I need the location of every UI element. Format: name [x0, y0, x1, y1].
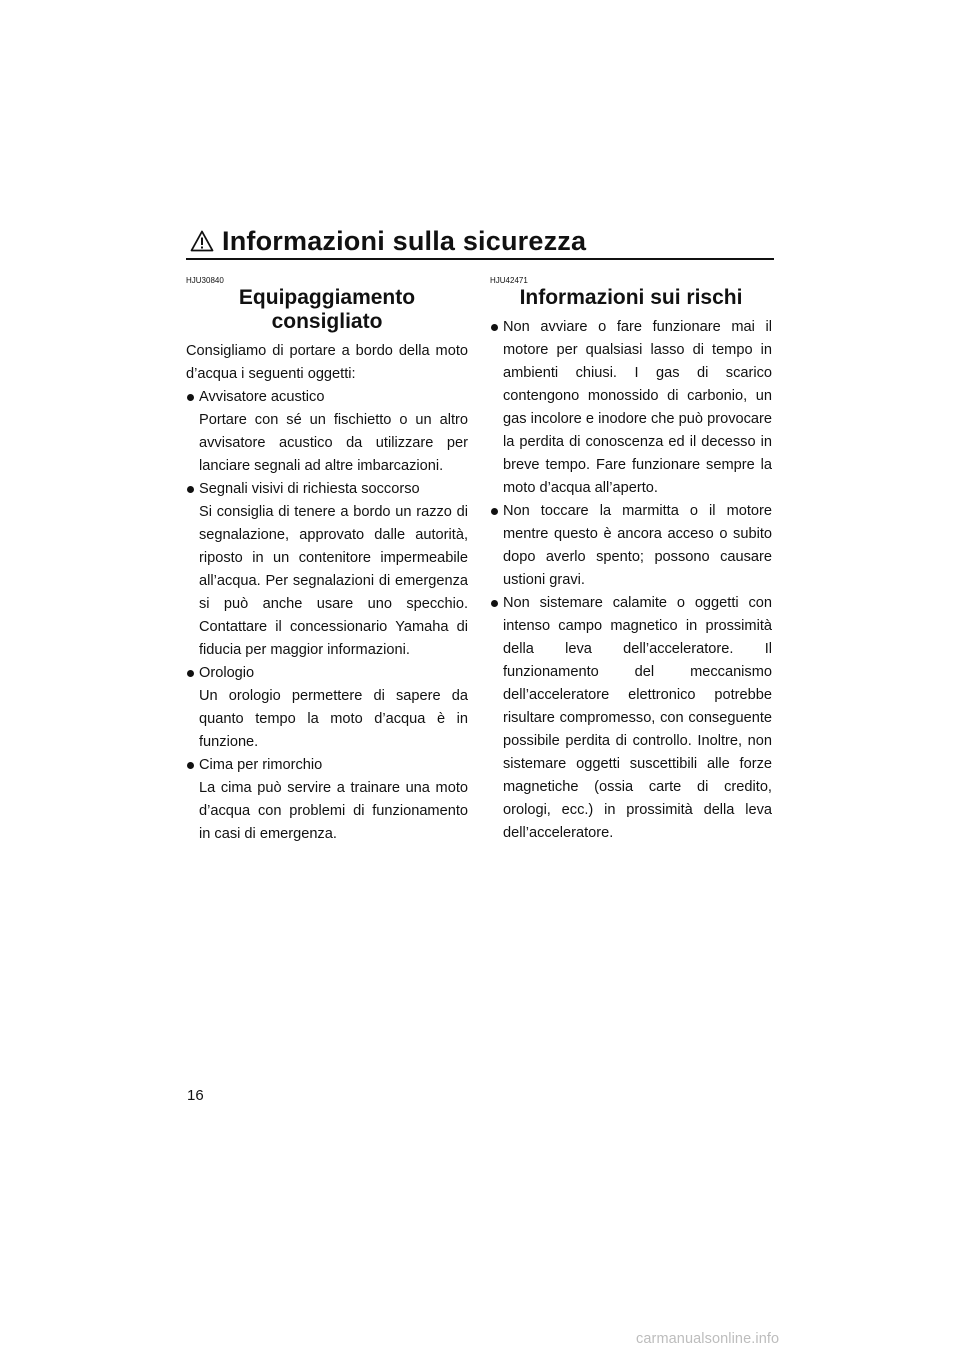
list-item: [186, 662, 468, 754]
item-title: Cima per rimorchio: [199, 757, 323, 773]
list-item: [186, 478, 468, 662]
item-title: Segnali visivi di richiesta soccorso: [199, 481, 420, 497]
list-item: Non sistemare calamite o oggetti con intenso campo magnetico in prossimità della leva dell’acceleratore. Il funzionamento del meccanismo dell’acceleratore elettronico potrebbe risultare compromesso, con conseguente possibile perdita di controllo. Inoltre, non sistemare oggetti suscettibili alle forze magnetiche (ossia carte di credito, orologi, ecc.) in prossimità della leva dell’acceleratore.: [490, 592, 772, 845]
section-title: Informazioni sui rischi: [519, 286, 743, 309]
section-code: HJU42471: [490, 276, 528, 285]
right-column: [490, 276, 772, 845]
item-body: Un orologio permettere di sapere da quanto tempo la moto d’acqua è in funzione.: [199, 688, 468, 750]
page-number: 16: [187, 1087, 204, 1104]
risk-list: [490, 316, 772, 845]
list-item: Non toccare la marmitta o il motore mentre questo è ancora acceso o subito dopo averlo spento; possono causare ustioni gravi.: [490, 500, 772, 592]
list-item: Non avviare o fare funzionare mai il motore per qualsiasi lasso di tempo in ambienti chiusi. I gas di scarico contengono monossido di carbonio, un gas incolore e inodore che può provocare la perdita di conoscenza ed il decesso in breve tempo. Fare funzionare sempre la moto d’acqua all’aperto.: [490, 316, 772, 500]
header-title: Informazioni sulla sicurezza: [222, 225, 587, 256]
page-header: [186, 224, 774, 260]
equipment-list: [186, 386, 468, 846]
section-intro: Consigliamo di portare a bordo della moto d’acqua i seguenti oggetti:: [186, 343, 468, 382]
left-column: [186, 276, 468, 846]
item-body: Portare con sé un fischietto o un altro avvisatore acustico da utilizzare per lanciare segnali ad altre imbarcazioni.: [199, 412, 468, 474]
item-body: La cima può servire a trainare una moto d’acqua con problemi di funzionamento in casi di emergenza.: [199, 780, 468, 842]
list-item: [186, 754, 468, 846]
warning-triangle-icon: [190, 230, 214, 252]
item-body: Si consiglia di tenere a bordo un razzo di segnalazione, approvato dalle autorità, riposto in un contenitore impermeabile all’acqua. Per segnalazioni di emergenza si può anche usare uno specchio. Contattare il concessionario Yamaha di fiducia per maggior informazioni.: [199, 504, 468, 658]
item-title: Avvisatore acustico: [199, 389, 325, 405]
watermark: carmanualsonline.info: [636, 1331, 780, 1347]
list-item: [186, 386, 468, 478]
section-title: Equipaggiamento consigliato: [238, 286, 416, 333]
item-title: Orologio: [199, 665, 255, 681]
section-code: HJU30840: [186, 276, 224, 285]
